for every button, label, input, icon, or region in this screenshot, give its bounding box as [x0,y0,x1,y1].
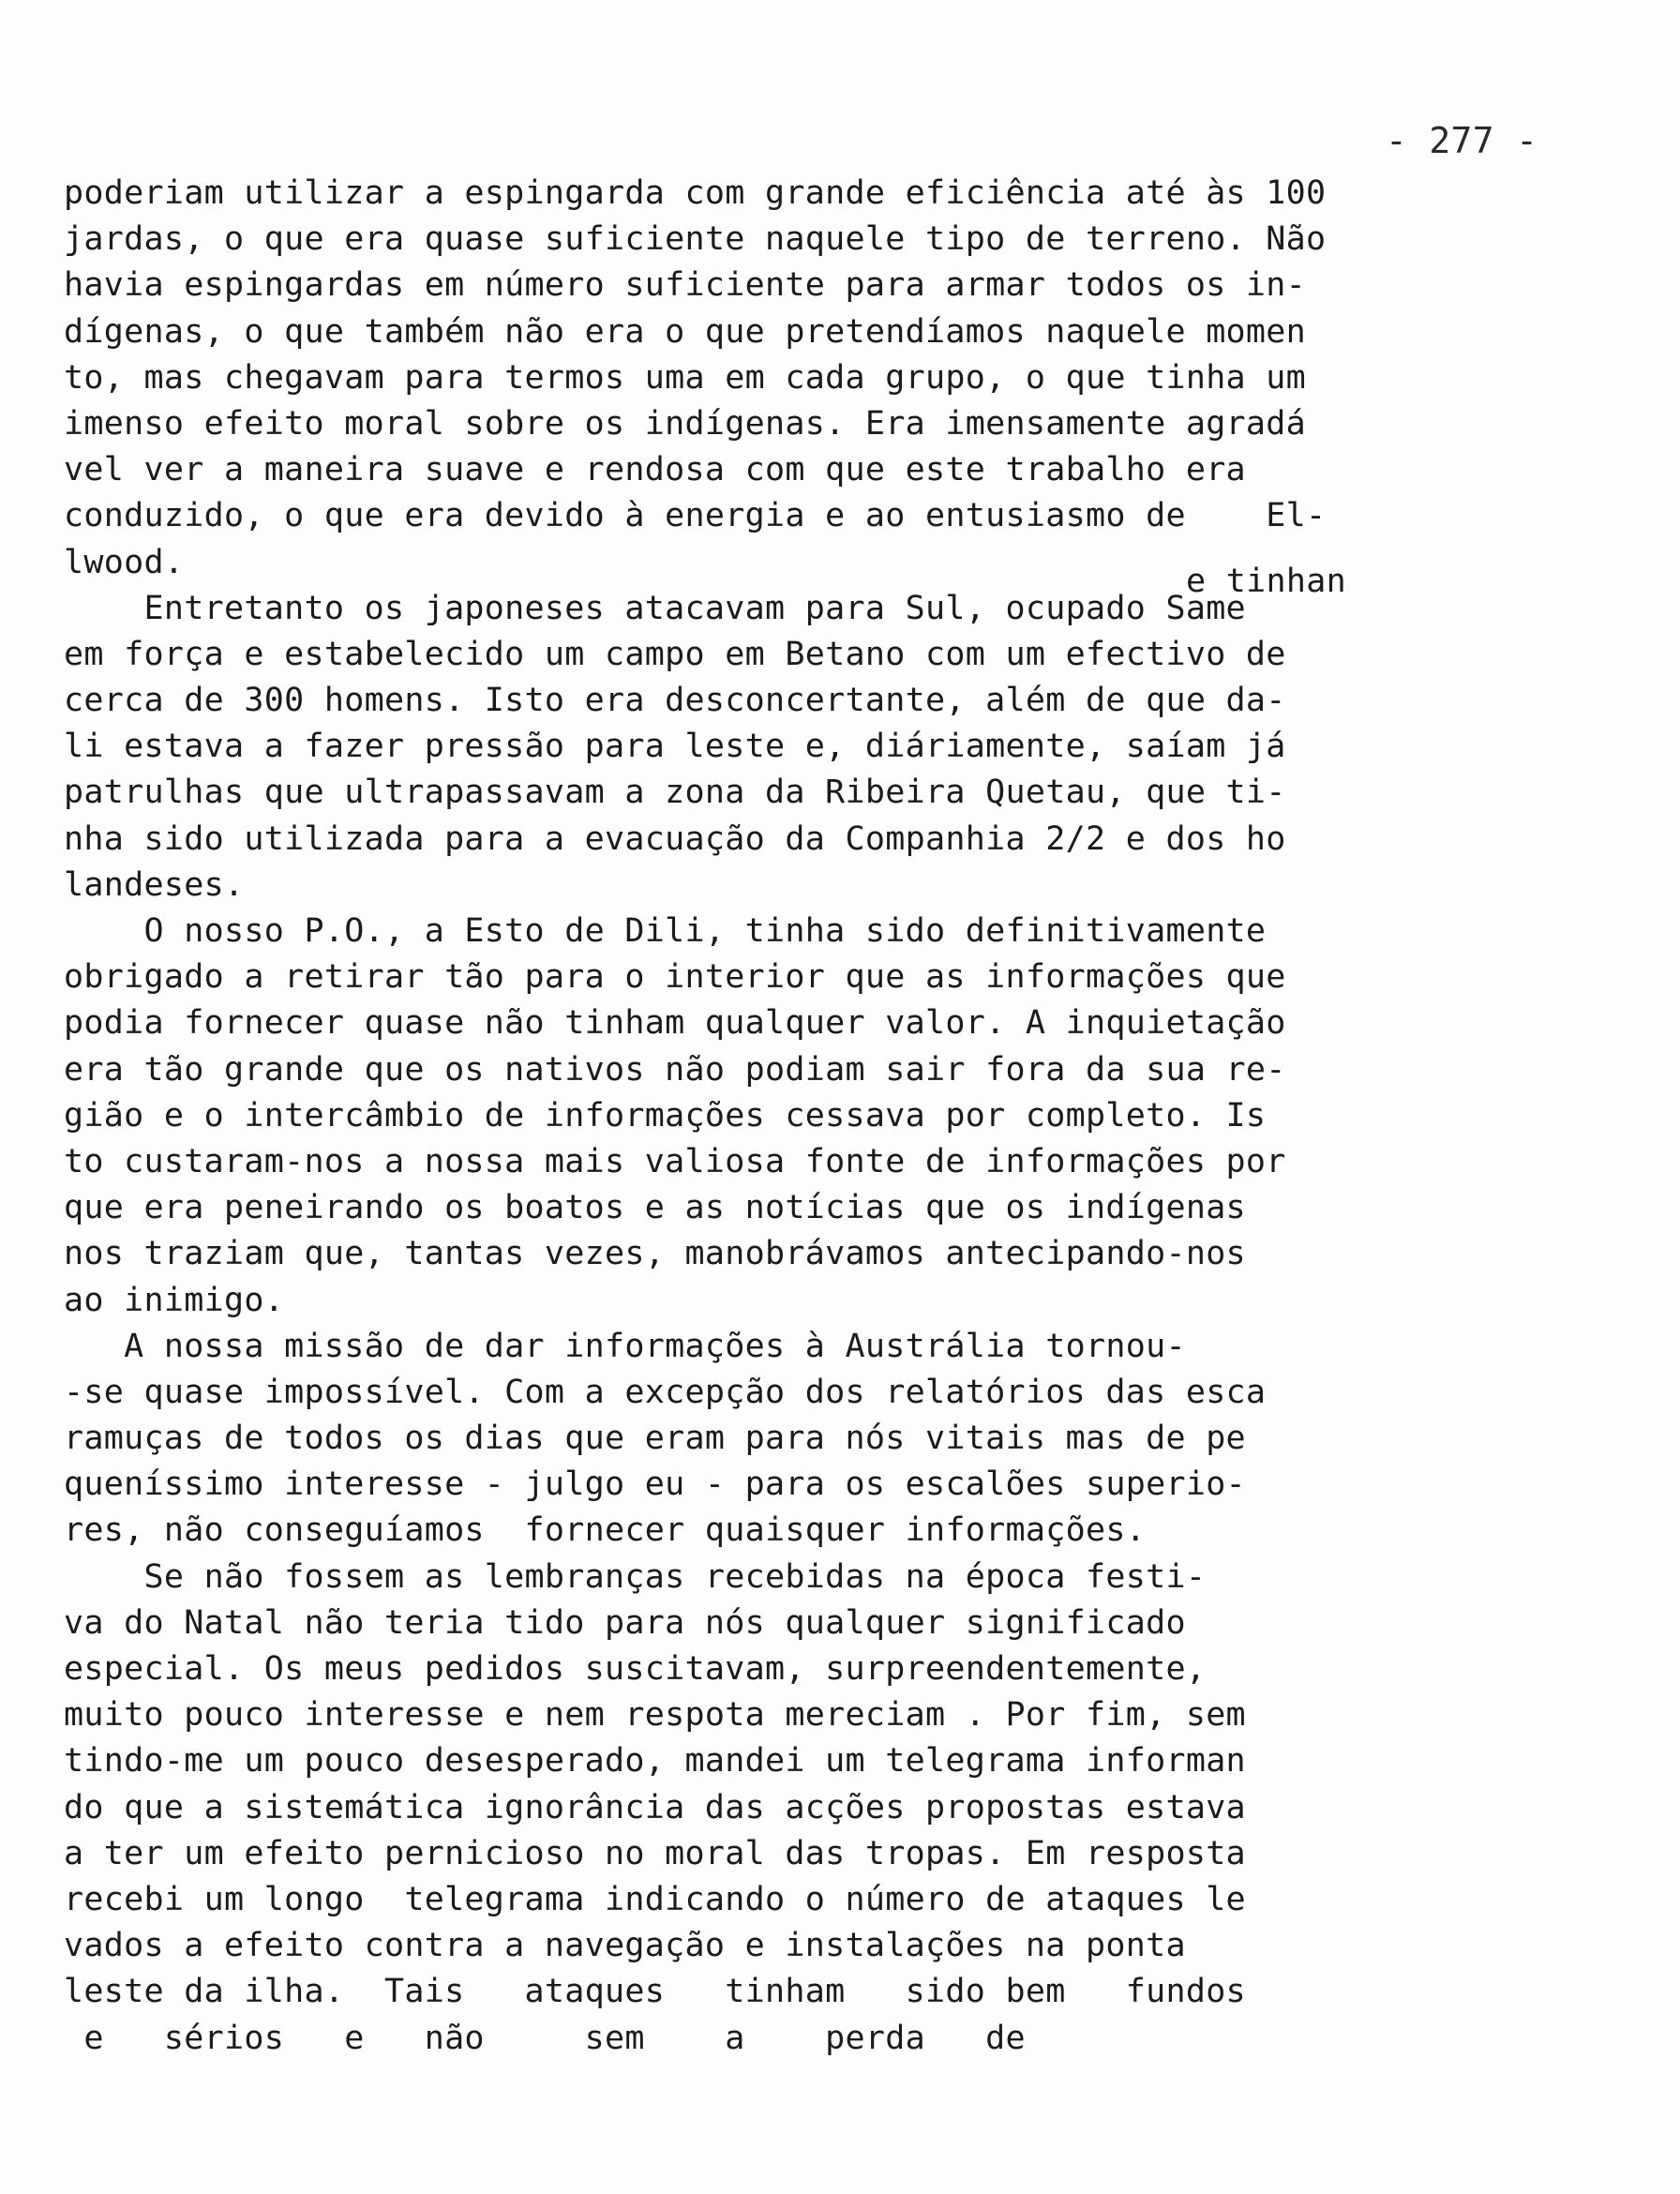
text-line: era tão grande que os nativos não podiam sair fora da sua re- [64,1050,1286,1089]
text-line: nos traziam que, tantas vezes, manobrávamos antecipando-nos [64,1235,1246,1273]
text-line: e sérios e não sem a perda de [64,2019,1026,2057]
text-line: gião e o intercâmbio de informações cessava por completo. Is [64,1096,1267,1135]
text-line: -se quase impossível. Com a excepção dos relatórios das esca [64,1373,1267,1411]
text-line: to custaram-nos a nossa mais valiosa fonte de informações por [64,1142,1286,1180]
text-line: vados a efeito contra a navegação e instalações na ponta [64,1927,1186,1965]
text-line: A nossa missão de dar informações à Austrália tornou- [64,1327,1186,1365]
text-line: conduzido, o que era devido à energia e ao entusiasmo de El- [64,497,1327,535]
text-line: lwood. [64,543,185,581]
text-line: queníssimo interesse - julgo eu - para os escalões superio- [64,1465,1246,1504]
text-line: to, mas chegavam para termos uma em cada grupo, o que tinha um [64,358,1307,397]
text-line: imenso efeito moral sobre os indígenas. Era imensamente agradá [64,404,1307,443]
text-line: res, não conseguíamos fornecer quaisquer informações. [64,1511,1147,1550]
text-line: dígenas, o que também não era o que pretendíamos naquele momen [64,312,1307,351]
text-line: havia espingardas em número suficiente para armar todos os in- [64,266,1307,305]
text-line: jardas, o que era quase suficiente naquele tipo de terreno. Não [64,220,1327,259]
text-line: obrigado a retirar tão para o interior que as informações que [64,958,1286,997]
text-line: Entretanto os japoneses atacavam para Sul, ocupado Same [64,589,1246,627]
text-line: tindo-me um pouco desesperado, mandei um telegrama informan [64,1742,1246,1781]
text-line: cerca de 300 homens. Isto era desconcertante, além de que da- [64,682,1286,720]
body-text [64,171,1620,2062]
text-line: do que a sistemática ignorância das acções propostas estava [64,1788,1246,1826]
text-line: va do Natal não teria tido para nós qualquer significado [64,1603,1186,1642]
text-line: especial. Os meus pedidos suscitavam, surpreendentemente, [64,1650,1207,1688]
text-line: a ter um efeito pernicioso no moral das tropas. Em resposta [64,1834,1246,1872]
text-line: que era peneirando os boatos e as notícias que os indígenas [64,1189,1246,1227]
text-line: Se não fossem as lembranças recebidas na época festi- [64,1557,1207,1596]
text-line: muito pouco interesse e nem respota mereciam . Por fim, sem [64,1696,1246,1735]
page-number: - 277 - [1386,120,1538,161]
text-line: leste da ilha. Tais ataques tinham sido bem fundos [64,1973,1246,2011]
text-line: nha sido utilizada para a evacuação da Companhia 2/2 e dos ho [64,819,1286,858]
text-line: vel ver a maneira suave e rendosa com que este trabalho era [64,451,1246,489]
interlinear-insertion: e tinhan [1186,563,1346,600]
text-line: li estava a fazer pressão para leste e, diáriamente, saíam já [64,728,1286,766]
text-line: podia fornecer quase não tinham qualquer valor. A inquietação [64,1004,1286,1043]
text-line: landeses. [64,865,245,904]
text-line: em força e estabelecido um campo em Betano com um efectivo de [64,635,1286,673]
text-line: O nosso P.O., a Esto de Dili, tinha sido definitivamente [64,912,1267,950]
text-line: ramuças de todos os dias que eram para nós vitais mas de pe [64,1420,1246,1458]
text-line: ao inimigo. [64,1281,285,1319]
text-line: poderiam utilizar a espingarda com grande eficiência até às 100 [64,174,1327,212]
text-line: recebi um longo telegrama indicando o número de ataques le [64,1880,1246,1918]
text-line: patrulhas que ultrapassavam a zona da Ribeira Quetau, que ti- [64,774,1286,812]
